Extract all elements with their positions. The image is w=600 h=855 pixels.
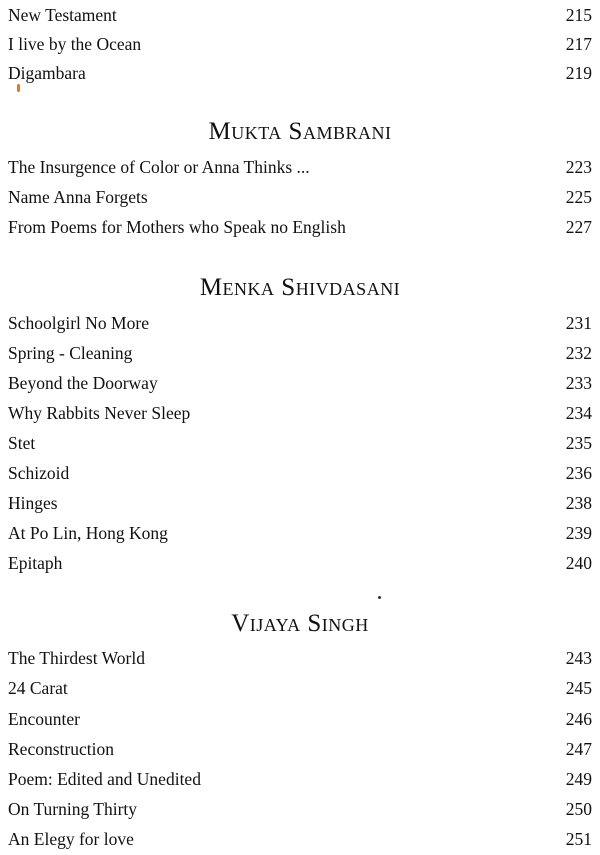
toc-entry — [8, 29, 592, 59]
entry-page-number: 251 — [565, 829, 592, 849]
entry-title: Digambara — [8, 63, 86, 83]
entry-title: From Poems for Mothers who Speak no English — [8, 217, 346, 237]
toc-entry — [8, 518, 592, 548]
entry-page-number: 245 — [565, 678, 592, 698]
toc-entry — [8, 764, 592, 794]
toc-entry — [8, 673, 592, 703]
entry-page-number: 235 — [565, 433, 592, 453]
toc-entry — [8, 734, 592, 764]
ink-speck — [378, 596, 381, 599]
entry-page-number: 215 — [565, 5, 592, 25]
entry-title: On Turning Thirty — [8, 799, 138, 819]
entry-page-number: 250 — [565, 799, 592, 819]
entry-page-number: 219 — [565, 63, 592, 83]
entry-page-number: 233 — [565, 373, 592, 393]
entry-page-number: 238 — [565, 493, 592, 513]
entry-title: Schoolgirl No More — [8, 313, 149, 333]
entry-title: 24 Carat — [8, 678, 68, 698]
toc-entry — [8, 58, 592, 88]
entry-page-number: 246 — [565, 709, 592, 729]
orange-speck — [17, 84, 20, 92]
entry-title: Schizoid — [8, 463, 70, 483]
entry-page-number: 240 — [565, 553, 592, 573]
entry-title: Beyond the Doorway — [8, 373, 158, 393]
section-heading: Menka Shivdasani — [199, 274, 401, 301]
toc-entry — [8, 824, 592, 854]
entry-title: Poem: Edited and Unedited — [8, 769, 201, 789]
entry-title: At Po Lin, Hong Kong — [8, 523, 168, 543]
entry-title: The Thirdest World — [8, 648, 145, 668]
entry-title: Hinges — [8, 493, 58, 513]
section-heading: Mukta Sambrani — [208, 118, 392, 145]
entry-title: New Testament — [8, 5, 117, 25]
entry-title: Spring - Cleaning — [8, 343, 133, 363]
entry-title: Stet — [8, 433, 36, 453]
entry-page-number: 227 — [565, 217, 592, 237]
entry-page-number: 231 — [565, 313, 592, 333]
toc-entry — [8, 428, 592, 458]
toc-entry — [8, 643, 592, 673]
toc-entry — [8, 458, 592, 488]
entry-page-number: 232 — [565, 343, 592, 363]
toc-entry — [8, 308, 592, 338]
entry-page-number: 236 — [565, 463, 592, 483]
entry-title: Name Anna Forgets — [8, 187, 148, 207]
entry-page-number: 243 — [565, 648, 592, 668]
entry-page-number: 217 — [565, 34, 592, 54]
entry-page-number: 249 — [565, 769, 592, 789]
entry-page-number: 239 — [565, 523, 592, 543]
entry-page-number: 234 — [565, 403, 592, 423]
toc-entry — [8, 488, 592, 518]
entry-title: Encounter — [8, 709, 80, 729]
entry-title: Why Rabbits Never Sleep — [8, 403, 191, 423]
toc-entry — [8, 182, 592, 212]
entry-page-number: 225 — [565, 187, 592, 207]
toc-entry — [8, 704, 592, 734]
entry-title: The Insurgence of Color or Anna Thinks ... — [8, 157, 310, 177]
toc-entry — [8, 0, 592, 30]
entry-title: Epitaph — [8, 553, 63, 573]
entry-title: I live by the Ocean — [8, 34, 142, 54]
entry-page-number: 223 — [565, 157, 592, 177]
entry-page-number: 247 — [565, 739, 592, 759]
toc-entry — [8, 368, 592, 398]
toc-entry — [8, 794, 592, 824]
toc-entry — [8, 398, 592, 428]
toc-entry — [8, 212, 592, 242]
entry-title: Reconstruction — [8, 739, 114, 759]
toc-entry — [8, 548, 592, 578]
section-heading: Vijaya Singh — [231, 610, 369, 637]
toc-entry — [8, 152, 592, 182]
entry-title: An Elegy for love — [8, 829, 134, 849]
toc-entry — [8, 338, 592, 368]
